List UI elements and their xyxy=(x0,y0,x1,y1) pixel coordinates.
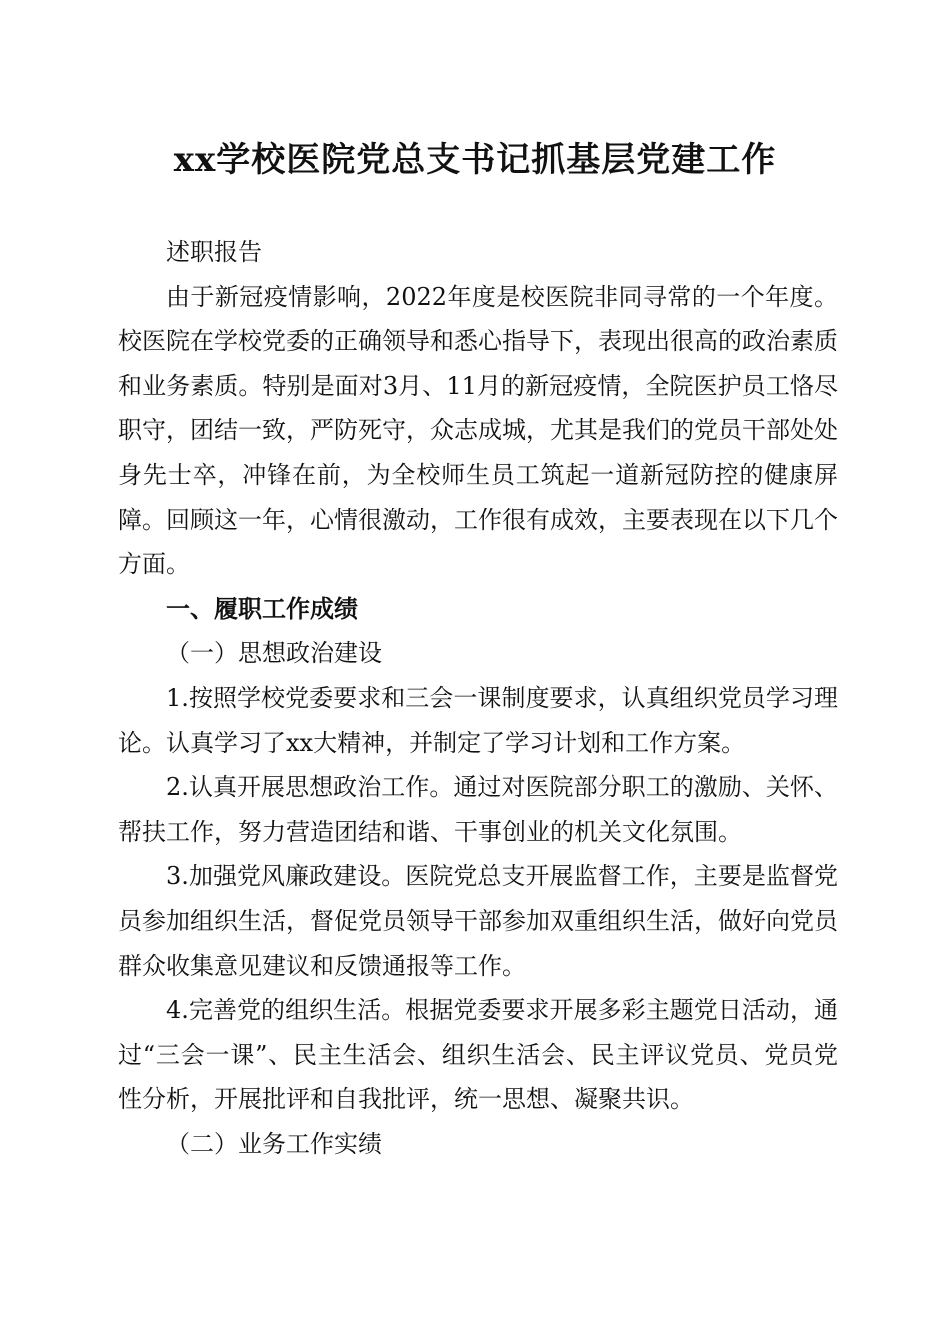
subtitle-paragraph: 述职报告 xyxy=(166,238,262,266)
item-paragraph-2: 2.认真开展思想政治工作。通过对医院部分职工的激励、关怀、帮扶工作，努力营造团结和谐、干事创业的机关文化氛围。 xyxy=(118,773,838,846)
item-paragraph-3: 3.加强党风廉政建设。医院党总支开展监督工作，主要是监督党员参加组织生活，督促党员领导干部参加双重组织生活，做好向党员群众收集意见建议和反馈通报等工作。 xyxy=(118,862,838,980)
intro-paragraph: 由于新冠疫情影响，2022年度是校医院非同寻常的一个年度。校医院在学校党委的正确领导和悉心指导下，表现出很高的政治素质和业务素质。特别是面对3月、11月的新冠疫情，全院医护员工恪尽职守，团结一致，严防死守，众志成城，尤其是我们的党员干部处处身先士卒，冲锋在前，为全校师生员工筑起一道新冠防控的健康屏障。回顾这一年，心情很激动，工作很有成效，主要表现在以下几个方面。 xyxy=(118,282,838,579)
item-paragraph-4: 4.完善党的组织生活。根据党委要求开展多彩主题党日活动，通过“三会一课”、民主生活会、组织生活会、民主评议党员、党员党性分析，开展批评和自我批评，统一思想、凝聚共识。 xyxy=(118,996,838,1114)
section-heading-1: 一、履职工作成绩 xyxy=(166,594,358,623)
subsection-heading-1: （一）思想政治建设 xyxy=(166,639,382,668)
document-title: xx学校医院党总支书记抓基层党建工作 xyxy=(173,140,777,180)
subsection-heading-2: （二）业务工作实绩 xyxy=(166,1129,382,1158)
document-body xyxy=(118,230,838,1166)
item-paragraph-1: 1.按照学校党委要求和三会一课制度要求，认真组织党员学习理论。认真学习了xx大精神，并制定了学习计划和工作方案。 xyxy=(118,683,838,757)
